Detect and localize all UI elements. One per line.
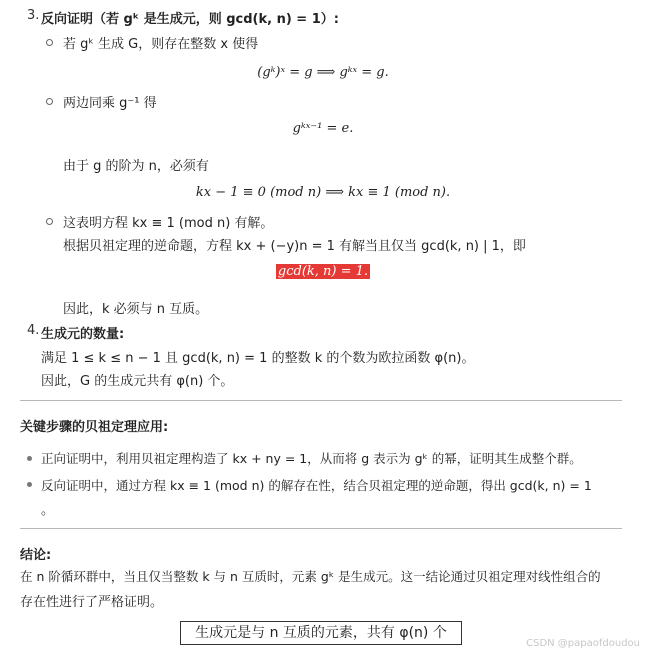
conclusion-line-1: 在 n 阶循环群中，当且仅当整数 k 与 n 互质时，元素 gᵏ 是生成元。这一结论通过贝祖定理对线性组合的 (20, 569, 601, 584)
step-4-number: 4. (27, 323, 40, 338)
key-steps-heading: 关键步骤的贝祖定理应用: (20, 420, 169, 435)
step-3-red-equation-row (0, 264, 646, 279)
step-4-line-1: 满足 1 ≤ k ≤ n − 1 且 gcd(k, n) = 1 的整数 k 的个数为欧拉函数 φ(n)。 (41, 351, 475, 366)
boxed-conclusion: 生成元是与 n 互质的元素，共有 φ(n) 个 (180, 621, 462, 645)
step-4-line-2: 因此，G 的生成元共有 φ(n) 个。 (41, 374, 234, 389)
step-3-item-3-text: 这表明方程 kx ≡ 1 (mod n) 有解。 (63, 216, 274, 231)
step-3-order-text: 由于 g 的阶为 n，必须有 (63, 159, 209, 174)
key-steps-item-2-line-2: 。 (41, 503, 55, 518)
step-3-bullet-3 (46, 218, 53, 225)
step-3-conclusion: 因此，k 必须与 n 互质。 (63, 302, 209, 317)
divider-1 (20, 400, 622, 401)
step-3-bullet-2 (46, 98, 53, 105)
step-3-order-equation: kx − 1 ≡ 0 (mod n) ⟹ kx ≡ 1 (mod n). (195, 185, 451, 200)
step-3-heading: 反向证明（若 gᵏ 是生成元，则 gcd(k, n) = 1）: (41, 12, 339, 27)
step-3-item-2-equation: gᵏˣ⁻¹ = e. (292, 121, 354, 136)
key-steps-bullet-2 (27, 482, 32, 487)
step-3-item-1-equation: (gᵏ)ˣ = g ⟹ gᵏˣ = g. (257, 65, 389, 80)
key-steps-item-2-line-1: 反向证明中，通过方程 kx ≡ 1 (mod n) 的解存在性，结合贝祖定理的逆命题，得出 gcd(k, n) = 1 (41, 478, 592, 493)
key-steps-bullet-1 (27, 456, 32, 461)
key-steps-item-1: 正向证明中，利用贝祖定理构造了 kx + ny = 1，从而将 g 表示为 gᵏ 的幂，证明其生成整个群。 (41, 451, 582, 466)
step-3-item-2-text: 两边同乘 g⁻¹ 得 (63, 96, 157, 111)
divider-2 (20, 528, 622, 529)
step-3-bullet-1 (46, 39, 53, 46)
conclusion-line-2: 存在性进行了严格证明。 (20, 595, 164, 610)
step-3-item-1-text: 若 gᵏ 生成 G，则存在整数 x 使得 (63, 37, 259, 52)
highlighted-gcd-equation: gcd(k, n) = 1. (277, 264, 369, 279)
step-3-number: 3. (27, 8, 40, 23)
step-4-heading: 生成元的数量: (41, 327, 125, 342)
conclusion-heading: 结论: (20, 548, 52, 563)
watermark: CSDN @papaofdoudou (526, 638, 640, 649)
step-3-item-3-line-2: 根据贝祖定理的逆命题，方程 kx + (−y)n = 1 有解当且仅当 gcd(k, n) | 1，即 (63, 239, 526, 254)
